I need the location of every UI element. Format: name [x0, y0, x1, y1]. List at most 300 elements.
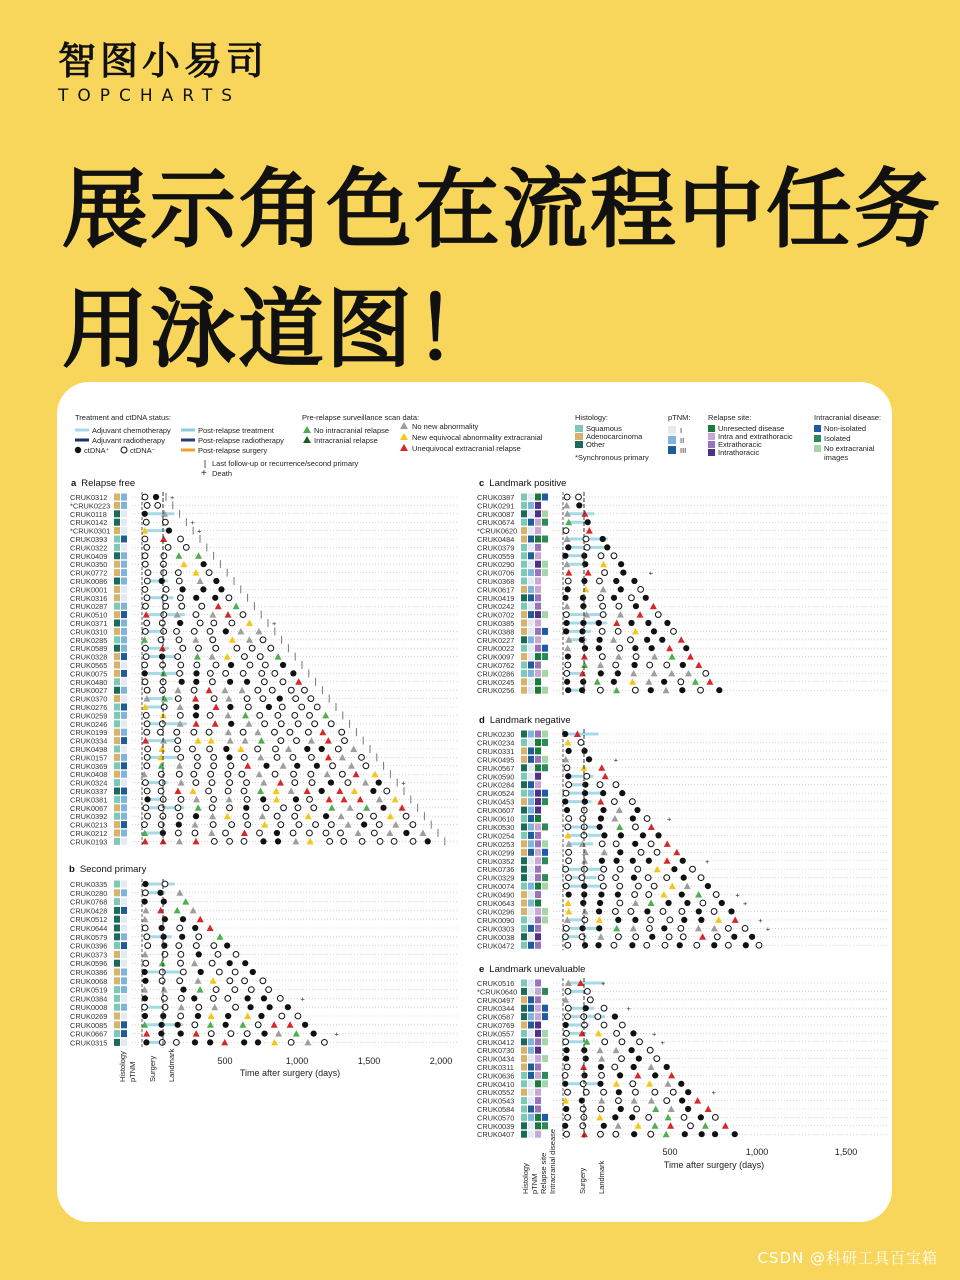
histology-cell — [114, 951, 120, 958]
ctdna-positive-dot — [640, 832, 646, 838]
ctdna-negative-dot — [662, 942, 668, 948]
ctdna-positive-dot — [646, 858, 652, 864]
histology-cell — [521, 866, 527, 873]
ctdna-negative-dot — [600, 883, 606, 889]
histology-cell — [114, 519, 120, 526]
patient-id-c: CRUK0419 — [477, 593, 515, 603]
ctdna-negative-dot — [175, 570, 181, 576]
patient-id-c: CRUK0256 — [477, 686, 515, 696]
ptnm-cell — [121, 788, 127, 795]
ptnm-cell — [121, 620, 127, 627]
scan-triangle — [197, 986, 204, 993]
ctdna-positive-dot — [611, 595, 617, 601]
ctdna-positive-dot — [600, 790, 606, 796]
relapse-site-cell — [535, 916, 541, 923]
scan-triangle — [648, 823, 655, 830]
histology-cell — [114, 813, 120, 820]
histology-cell — [521, 544, 527, 551]
ctdna-negative-dot — [312, 721, 318, 727]
ctdna-negative-dot — [142, 925, 148, 931]
ctdna-negative-dot — [359, 755, 365, 761]
legend-extrathoracic: Extrathoracic — [718, 440, 762, 449]
histology-cell — [521, 764, 527, 771]
ctdna-positive-dot — [243, 805, 249, 811]
ctdna-positive-dot — [631, 1064, 637, 1070]
ptnm-cell — [528, 1064, 534, 1071]
patient-id-a: CRUK0510 — [70, 610, 108, 620]
histology-cell — [114, 960, 120, 967]
legend-unresected: Unresected disease — [718, 424, 785, 433]
ctdna-negative-dot — [694, 942, 700, 948]
ctdna-negative-dot — [357, 813, 363, 819]
ctdna-negative-dot — [240, 729, 246, 735]
patient-id-a: CRUK0285 — [70, 635, 108, 645]
ctdna-positive-dot — [631, 578, 637, 584]
patient-id-e: CRUK0730 — [477, 1046, 515, 1056]
relapse-site-cell — [535, 798, 541, 805]
ctdna-positive-dot — [196, 951, 202, 957]
ctdna-negative-dot — [206, 570, 212, 576]
histology-cell — [521, 1047, 527, 1054]
histology-cell — [114, 645, 120, 652]
scan-triangle — [678, 636, 685, 643]
ctdna-negative-dot — [629, 799, 635, 805]
ctdna-negative-dot — [660, 909, 666, 915]
histology-cell — [114, 628, 120, 635]
ptnm-cell — [121, 898, 127, 905]
ctdna-positive-dot — [581, 1072, 587, 1078]
relapse-site-cell — [535, 1013, 541, 1020]
intracranial-cell — [542, 1072, 548, 1079]
ctdna-negative-dot — [295, 1013, 301, 1019]
ptnm-cell — [528, 874, 534, 881]
relapse-site-cell — [535, 849, 541, 856]
ctdna-negative-dot — [598, 875, 604, 881]
relapse-site-cell — [535, 561, 541, 568]
ctdna-positive-dot — [655, 832, 661, 838]
legend-intracranial-title: Intracranial disease: — [814, 413, 882, 422]
ctdna-positive-dot — [275, 838, 281, 844]
histology-cell — [114, 1039, 120, 1046]
ctdna-negative-dot — [175, 805, 181, 811]
ctdna-negative-dot — [601, 1022, 607, 1028]
ctdna-negative-dot — [142, 494, 148, 500]
scan-triangle — [669, 883, 676, 890]
ctdna-negative-dot — [142, 536, 148, 542]
ctdna-negative-dot — [178, 595, 184, 601]
ctdna-positive-dot — [582, 790, 588, 796]
ctdna-negative-dot — [142, 1004, 148, 1010]
ctdna-positive-dot — [258, 1013, 264, 1019]
ctdna-negative-dot — [142, 890, 148, 896]
ctdna-positive-dot — [191, 995, 197, 1001]
ctdna-negative-dot — [307, 797, 313, 803]
patient-id-a: CRUK0212 — [70, 829, 108, 838]
relapse-site-cell — [535, 747, 541, 754]
histology-cell — [521, 916, 527, 923]
histology-cell — [114, 925, 120, 932]
patient-id-b: CRUK0512 — [70, 915, 108, 925]
ctdna-positive-dot — [580, 620, 586, 626]
section-b-header — [69, 864, 147, 875]
histology-cell — [114, 527, 120, 534]
scan-triangle — [630, 925, 637, 932]
ctdna-negative-dot — [279, 1013, 285, 1019]
ctdna-negative-dot — [143, 519, 149, 525]
histology-cell — [521, 611, 527, 618]
ctdna-negative-dot — [633, 654, 639, 660]
ctdna-negative-dot — [176, 943, 182, 949]
relapse-site-cell — [535, 510, 541, 517]
ctdna-positive-dot — [644, 908, 650, 914]
relapse-site-cell — [535, 1089, 541, 1096]
ptnm-cell — [121, 544, 127, 551]
ctdna-positive-dot — [158, 1031, 164, 1037]
scan-triangle — [212, 720, 219, 727]
ptnm-cell — [528, 747, 534, 754]
ctdna-negative-dot — [308, 696, 314, 702]
relapse-site-cell — [535, 764, 541, 771]
ptnm-cell — [528, 678, 534, 685]
scan-triangle — [563, 502, 570, 509]
ctdna-pos-icon — [75, 447, 81, 453]
histology-cell — [521, 790, 527, 797]
patient-id-a: CRUK0118 — [70, 509, 107, 519]
patient-id-e: CRUK0543 — [477, 1096, 515, 1106]
relapse-site-cell — [535, 628, 541, 635]
ctdna-negative-dot — [207, 671, 213, 677]
ctdna-positive-dot — [302, 1022, 308, 1028]
ctdna-positive-dot — [565, 586, 571, 592]
scan-triangle — [239, 687, 246, 694]
ptnm-cell — [121, 611, 127, 618]
section-e-letter: e — [479, 964, 485, 975]
ctdna-negative-dot — [328, 721, 334, 727]
death-marker: + — [190, 518, 195, 528]
death-marker: + — [652, 1029, 657, 1039]
ptnm-cell — [121, 527, 127, 534]
death-marker: + — [758, 915, 763, 925]
ptnm-cell — [121, 881, 127, 888]
ptnm-cell — [121, 536, 127, 543]
death-marker: + — [613, 755, 619, 765]
histology-cell — [521, 561, 527, 568]
ctdna-negative-dot — [597, 687, 603, 693]
ctdna-negative-dot — [670, 1089, 676, 1095]
histology-cell — [114, 687, 120, 694]
ctdna-negative-dot — [226, 595, 232, 601]
ctdna-negative-dot — [144, 721, 150, 727]
ptnm-cell — [528, 764, 534, 771]
ptnm-cell — [528, 519, 534, 526]
ctdna-negative-dot — [565, 824, 571, 830]
histology-cell — [521, 1097, 527, 1104]
patient-id-e: CRUK0557 — [477, 1029, 515, 1039]
ctdna-positive-dot — [598, 1064, 604, 1070]
histology-cell — [521, 578, 527, 585]
patient-id-e: CRUK0434 — [477, 1054, 515, 1064]
ctdna-positive-dot — [585, 519, 591, 525]
ctdna-negative-dot — [564, 494, 570, 500]
ctdna-negative-dot — [240, 671, 246, 677]
legend-other: Other — [586, 440, 605, 449]
ptnm-cell — [121, 951, 127, 958]
patient-id-a: CRUK0393 — [70, 535, 108, 544]
ctdna-negative-dot — [563, 612, 569, 618]
intra-extra-swatch — [708, 433, 715, 440]
ptnm-cell — [528, 781, 534, 788]
histology-cell — [521, 510, 527, 517]
ctdna-negative-dot — [176, 771, 182, 777]
histology-cell — [114, 746, 120, 753]
ctdna-negative-dot — [646, 1115, 652, 1121]
ptnm-cell — [528, 823, 534, 830]
patient-id-d: CRUK0296 — [477, 907, 515, 917]
ptnm-cell — [528, 670, 534, 677]
legend-new-equivocal: New equivocal abnormality extracranial — [412, 433, 543, 442]
histology-cell — [521, 739, 527, 746]
axis-right-tick-1: 1,000 — [745, 1147, 769, 1157]
scan-triangle — [594, 678, 601, 685]
ctdna-negative-dot — [633, 824, 639, 830]
ctdna-positive-dot — [580, 900, 586, 906]
ctdna-positive-dot — [179, 679, 185, 685]
ctdna-negative-dot — [711, 909, 717, 915]
ctdna-positive-dot — [618, 561, 624, 567]
ctdna-negative-dot — [646, 892, 652, 898]
ctdna-negative-dot — [600, 603, 606, 609]
patient-id-c: CRUK0368 — [477, 577, 515, 586]
ctdna-positive-dot — [597, 637, 603, 643]
patient-id-d: CRUK0284 — [477, 780, 515, 790]
no-intracranial-icon — [303, 426, 311, 433]
ctdna-negative-dot — [617, 866, 623, 872]
patient-id-b: CRUK0519 — [70, 985, 108, 995]
relapse-site-cell — [535, 519, 541, 526]
ctdna-negative-dot — [599, 654, 605, 660]
ctdna-negative-dot — [245, 822, 251, 828]
ctdna-negative-dot — [597, 782, 603, 788]
histology-cell — [521, 988, 527, 995]
ctdna-negative-dot — [563, 925, 569, 931]
histology-cell — [521, 494, 527, 501]
intracranial-cell — [542, 988, 548, 995]
histology-cell — [521, 678, 527, 685]
histology-cell — [521, 603, 527, 610]
ctdna-positive-dot — [376, 780, 382, 786]
ctdna-negative-dot — [262, 662, 268, 668]
ctdna-negative-dot — [679, 909, 685, 915]
ctdna-negative-dot — [563, 528, 569, 534]
ctdna-negative-dot — [295, 721, 301, 727]
ctdna-negative-dot — [698, 687, 704, 693]
ctdna-negative-dot — [633, 934, 639, 940]
ctdna-positive-dot — [225, 1013, 231, 1019]
ctdna-negative-dot — [193, 612, 199, 618]
ctdna-positive-dot — [661, 925, 667, 931]
relapse-site-cell — [535, 586, 541, 593]
patient-id-c: CRUK0379 — [477, 543, 515, 553]
ctdna-negative-dot — [227, 839, 233, 845]
relapse-site-cell — [535, 1097, 541, 1104]
ptnm-cell — [528, 832, 534, 839]
ctdna-positive-dot — [563, 1047, 569, 1053]
relapse-site-cell — [535, 653, 541, 660]
ctdna-negative-dot — [712, 1115, 718, 1121]
ctdna-negative-dot — [213, 987, 219, 993]
ctdna-negative-dot — [142, 561, 148, 567]
intracranial-cell — [542, 883, 548, 890]
scan-triangle — [596, 1114, 603, 1121]
scan-triangle — [663, 1131, 670, 1138]
histology-cell — [114, 1030, 120, 1037]
relapse-site-cell — [535, 807, 541, 814]
ctdna-negative-dot — [563, 790, 569, 796]
ptnm-cell — [528, 908, 534, 915]
ptnm-cell — [121, 653, 127, 660]
ctdna-negative-dot — [174, 729, 180, 735]
section-e-header — [479, 964, 585, 975]
ctdna-positive-dot — [223, 1022, 229, 1028]
legend-post-treatment: Post-relapse treatment — [198, 426, 274, 435]
ctdna-positive-dot — [644, 637, 650, 643]
relapse-site-cell — [535, 1106, 541, 1113]
ctdna-negative-dot — [651, 883, 657, 889]
ctdna-positive-dot — [681, 875, 687, 881]
patient-id-b: CRUK0068 — [70, 976, 108, 986]
ctdna-negative-dot — [161, 553, 167, 559]
ctdna-positive-dot — [564, 807, 570, 813]
ctdna-positive-dot — [582, 561, 588, 567]
section-a-letter: a — [71, 478, 77, 489]
histology-cell — [114, 502, 120, 509]
axis-right-tick-2: 1,500 — [834, 1147, 858, 1157]
ctdna-positive-dot — [576, 502, 582, 508]
col-label-landmark-b: Landmark — [167, 1048, 176, 1082]
histology-cell — [521, 519, 527, 526]
ctdna-negative-dot — [262, 721, 268, 727]
ctdna-negative-dot — [159, 780, 165, 786]
ctdna-negative-dot — [576, 494, 582, 500]
ctdna-negative-dot — [667, 917, 673, 923]
ctdna-negative-dot — [280, 679, 286, 685]
ctdna-negative-dot — [363, 763, 369, 769]
death-marker: + — [735, 890, 740, 900]
patient-id-b: CRUK0396 — [70, 941, 108, 951]
ctdna-negative-dot — [175, 696, 181, 702]
ctdna-positive-dot — [652, 1072, 658, 1078]
patient-id-c: CRUK0387 — [477, 493, 515, 502]
patient-id-d: CRUK0038 — [477, 932, 515, 942]
intracranial-cell — [542, 510, 548, 517]
ctdna-positive-dot — [580, 603, 586, 609]
patient-id-a: CRUK0310 — [70, 627, 108, 637]
ctdna-negative-dot — [163, 587, 169, 593]
patient-id-a: CRUK0565 — [70, 661, 108, 670]
ctdna-negative-dot — [195, 763, 201, 769]
ctdna-negative-dot — [275, 713, 281, 719]
scan-triangle — [326, 796, 333, 803]
ctdna-negative-dot — [288, 687, 294, 693]
ptnm-cell — [528, 662, 534, 669]
histology-cell — [114, 916, 120, 923]
relapse-site-cell — [535, 942, 541, 949]
ctdna-positive-dot — [731, 934, 737, 940]
histology-cell — [114, 536, 120, 543]
ctdna-negative-dot — [756, 942, 762, 948]
ctdna-positive-dot — [159, 925, 165, 931]
ctdna-positive-dot — [193, 679, 199, 685]
ctdna-negative-dot — [377, 839, 383, 845]
relapse-site-cell — [535, 603, 541, 610]
ctdna-positive-dot — [649, 645, 655, 651]
scan-triangle — [224, 653, 231, 660]
ptnm-cell — [121, 1039, 127, 1046]
ctdna-negative-dot — [302, 687, 308, 693]
ctdna-positive-dot — [425, 838, 431, 844]
ctdna-negative-dot — [563, 866, 569, 872]
ctdna-negative-dot — [342, 738, 348, 744]
ctdna-negative-dot — [611, 799, 617, 805]
ctdna-negative-dot — [598, 595, 604, 601]
patient-id-c: CRUK0385 — [477, 619, 515, 628]
ptnm-cell — [121, 779, 127, 786]
death-marker: + — [660, 1037, 665, 1047]
legend-ptnm-title: pTNM: — [668, 413, 691, 422]
scan-triangle — [158, 762, 165, 769]
ctdna-negative-dot — [584, 773, 590, 779]
patient-id-e: CRUK0584 — [477, 1105, 515, 1114]
ptnm-cell — [121, 804, 127, 811]
ptnm-cell — [528, 1022, 534, 1029]
ptnm-cell — [528, 773, 534, 780]
ctdna-positive-dot — [250, 969, 256, 975]
histology-cell — [114, 804, 120, 811]
ctdna-negative-dot — [210, 822, 216, 828]
ctdna-positive-dot — [629, 1114, 635, 1120]
scan-triangle — [564, 603, 571, 610]
ptnm-cell — [528, 790, 534, 797]
histology-cell — [521, 594, 527, 601]
ctdna-negative-dot — [292, 780, 298, 786]
ptnm-cell — [528, 611, 534, 618]
ctdna-negative-dot — [242, 978, 248, 984]
ctdna-negative-dot — [209, 805, 215, 811]
intracranial-icon — [303, 436, 311, 443]
new-equivocal-icon — [400, 433, 408, 440]
patient-id-c: CRUK0762 — [477, 661, 515, 670]
ctdna-negative-dot — [328, 822, 334, 828]
ctdna-positive-dot — [143, 1039, 149, 1045]
legend-unequivocal: Unequivocal extracranial relapse — [412, 444, 521, 453]
legend-last-followup: Last follow-up or recurrence/second primary — [212, 459, 359, 468]
ctdna-negative-dot — [628, 637, 634, 643]
histology-cell — [521, 1114, 527, 1121]
patient-id-a: CRUK0350 — [70, 560, 108, 570]
ctdna-negative-dot — [630, 1081, 636, 1087]
ctdna-negative-dot — [227, 805, 233, 811]
ctdna-negative-dot — [613, 662, 619, 668]
ctdna-negative-dot — [654, 849, 660, 855]
ctdna-positive-dot — [648, 687, 654, 693]
ctdna-positive-dot — [677, 942, 683, 948]
patient-id-d: CRUK0299 — [477, 848, 515, 858]
ctdna-negative-dot — [598, 1131, 604, 1137]
death-marker: + — [170, 493, 175, 502]
ctdna-negative-dot — [582, 917, 588, 923]
ctdna-positive-dot — [743, 942, 749, 948]
ctdna-negative-dot — [278, 721, 284, 727]
